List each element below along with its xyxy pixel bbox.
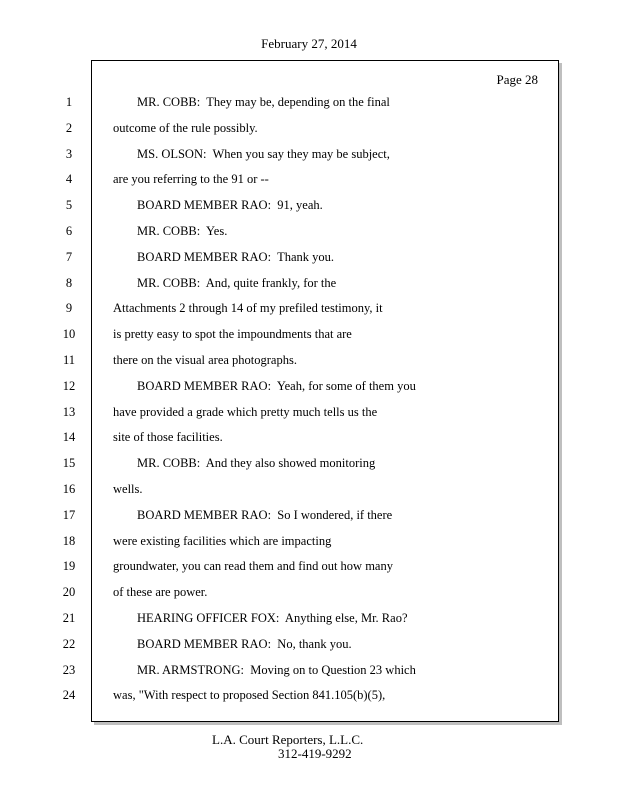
line-text: Attachments 2 through 14 of my prefiled testimony, it — [113, 301, 383, 315]
line-text: MR. COBB: And, quite frankly, for the — [137, 276, 337, 290]
line-text: BOARD MEMBER RAO: 91, yeah. — [137, 198, 323, 212]
line-text: is pretty easy to spot the impoundments that are — [113, 327, 352, 341]
line-text: BOARD MEMBER RAO: So I wondered, if there — [137, 508, 393, 522]
line-text: MS. OLSON: When you say they may be subject, — [137, 147, 390, 161]
line-text: was, "With respect to proposed Section 841.105(b)(5), — [113, 688, 386, 702]
line-number: 3 — [65, 147, 73, 161]
line-text: of these are power. — [113, 585, 208, 599]
line-number: 20 — [62, 585, 76, 599]
footer-company: L.A. Court Reporters, L.L.C. — [212, 732, 364, 747]
line-text: MR. COBB: And they also showed monitoring — [137, 456, 376, 470]
line-number: 11 — [62, 353, 76, 367]
line-text: are you referring to the 91 or -- — [113, 172, 269, 186]
line-number: 24 — [62, 688, 76, 702]
page-number: Page 28 — [496, 72, 538, 87]
line-text: outcome of the rule possibly. — [113, 121, 258, 135]
line-number: 22 — [62, 637, 76, 651]
line-text: BOARD MEMBER RAO: No, thank you. — [137, 637, 352, 651]
line-text: BOARD MEMBER RAO: Yeah, for some of them you — [137, 379, 416, 393]
line-text: site of those facilities. — [113, 430, 223, 444]
line-number: 1 — [65, 95, 73, 109]
line-text: have provided a grade which pretty much tells us the — [113, 405, 378, 419]
line-number: 23 — [62, 663, 76, 677]
line-number: 10 — [62, 327, 76, 341]
line-text: MR. COBB: They may be, depending on the final — [137, 95, 390, 109]
line-text: wells. — [113, 482, 143, 496]
line-number: 18 — [62, 534, 76, 548]
line-number: 6 — [65, 224, 73, 238]
line-number: 12 — [62, 379, 76, 393]
line-number: 15 — [62, 456, 76, 470]
footer-phone: 312-419-9292 — [278, 746, 352, 761]
line-number: 4 — [65, 172, 73, 186]
line-number: 16 — [62, 482, 76, 496]
line-number: 5 — [65, 198, 73, 212]
line-number: 8 — [65, 276, 73, 290]
line-text: BOARD MEMBER RAO: Thank you. — [137, 250, 335, 264]
transcript-date: February 27, 2014 — [261, 36, 357, 51]
line-number: 21 — [62, 611, 76, 625]
line-text: were existing facilities which are impacting — [113, 534, 332, 548]
line-text: MR. ARMSTRONG: Moving on to Question 23 which — [137, 663, 416, 677]
line-number: 13 — [62, 405, 76, 419]
line-number: 2 — [65, 121, 73, 135]
line-number: 14 — [62, 430, 76, 444]
line-number: 19 — [62, 559, 76, 573]
line-text: HEARING OFFICER FOX: Anything else, Mr. Rao? — [137, 611, 408, 625]
line-number: 9 — [65, 301, 73, 315]
line-number: 7 — [65, 250, 73, 264]
line-text: there on the visual area photographs. — [113, 353, 297, 367]
line-number: 17 — [62, 508, 76, 522]
line-text: groundwater, you can read them and find out how many — [113, 559, 393, 573]
line-text: MR. COBB: Yes. — [137, 224, 228, 238]
